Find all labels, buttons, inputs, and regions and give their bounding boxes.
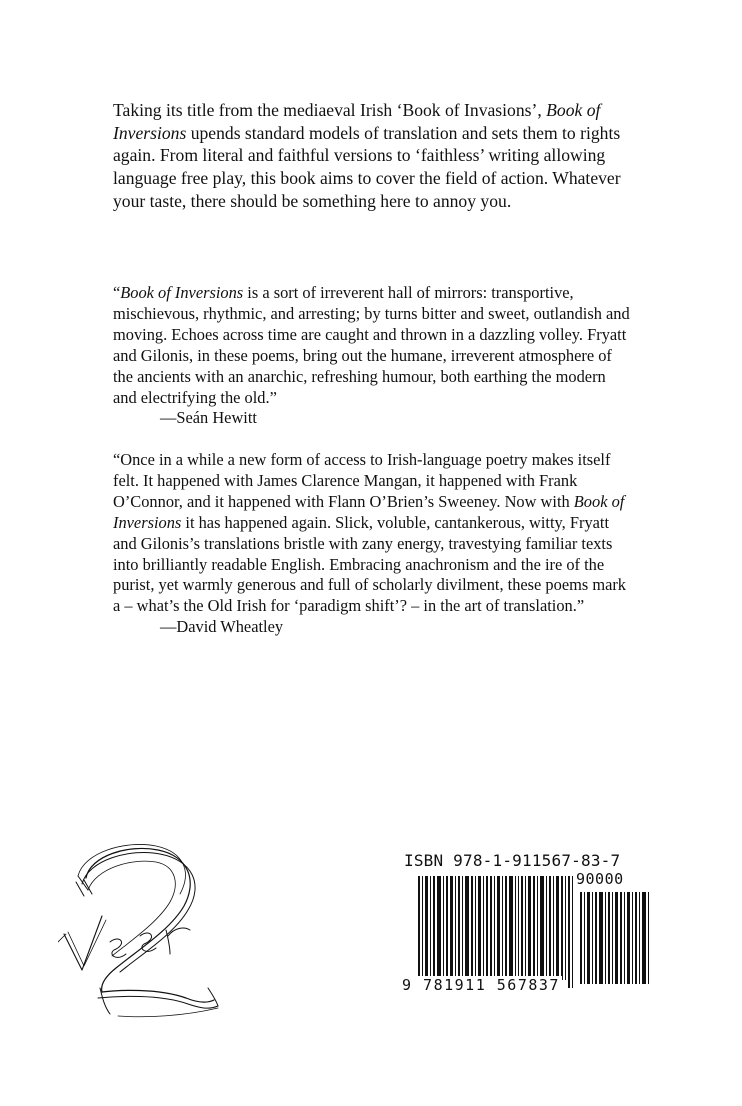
quote-text: is a sort of irreverent hall of mirrors: transportive, mischievous, rhythmic, and arresting; by turns bitter and sweet, outlandish and moving. Echoes across time are caught and thrown in a dazzling volley. Fryatt and Gilonis, in these poems, bring out the humane, irreverent atmosphere of the ancients with an anarchic, refreshing humour, both earthing the modern and electrifying the old.” [113, 283, 630, 407]
quote-book-title: Book of Inversions [113, 491, 625, 532]
isbn-label: ISBN 978-1-911567-83-7 [404, 851, 621, 870]
quote-open-mark: “ [113, 283, 121, 302]
ean-digits: 9 781911 567837 [402, 976, 560, 994]
barcode-supplement: 90000 [576, 870, 624, 888]
quote-attribution: —Seán Hewitt [160, 408, 257, 428]
quote-text: it has happened again. Slick, voluble, cantankerous, witty, Fryatt and Gilonis’s translations bristle with zany energy, travestying familiar texts into brilliantly readable English. Embracing anachronism and the ire of the purist, yet warmly generous and full of scholarly divilment, these poems mark a – what’s the Old Irish for ‘paradigm shift’? – in the art of translation.” [113, 512, 626, 616]
blurb-text-end: upends standard models of translation and sets them to rights again. From literal and faithful versions to ‘faithless’ writing allowing language free play, this book aims to cover the field of action. Whatever your taste, there should be something here to annoy you. [113, 122, 621, 211]
quote-attribution: —David Wheatley [160, 617, 284, 637]
review-quote-wheatley [113, 450, 633, 638]
blurb-text-start: Taking its title from the mediaeval Irish ‘Book of Invasions’, [113, 100, 547, 120]
blurb-book-title: Book of Inversions [113, 100, 601, 143]
quote-book-title: Book of Inversions [120, 283, 244, 302]
review-quote-hewitt [113, 283, 633, 429]
back-cover-blurb [113, 99, 633, 213]
veer2-logo-icon [58, 838, 228, 1020]
quote-text-start: “Once in a while a new form of access to Irish-language poetry makes itself felt. It happened with James Clarence Mangan, it happened with Frank O’Connor, and it happened with Flann O’Brien’s Sweeney. Now with [113, 450, 611, 511]
